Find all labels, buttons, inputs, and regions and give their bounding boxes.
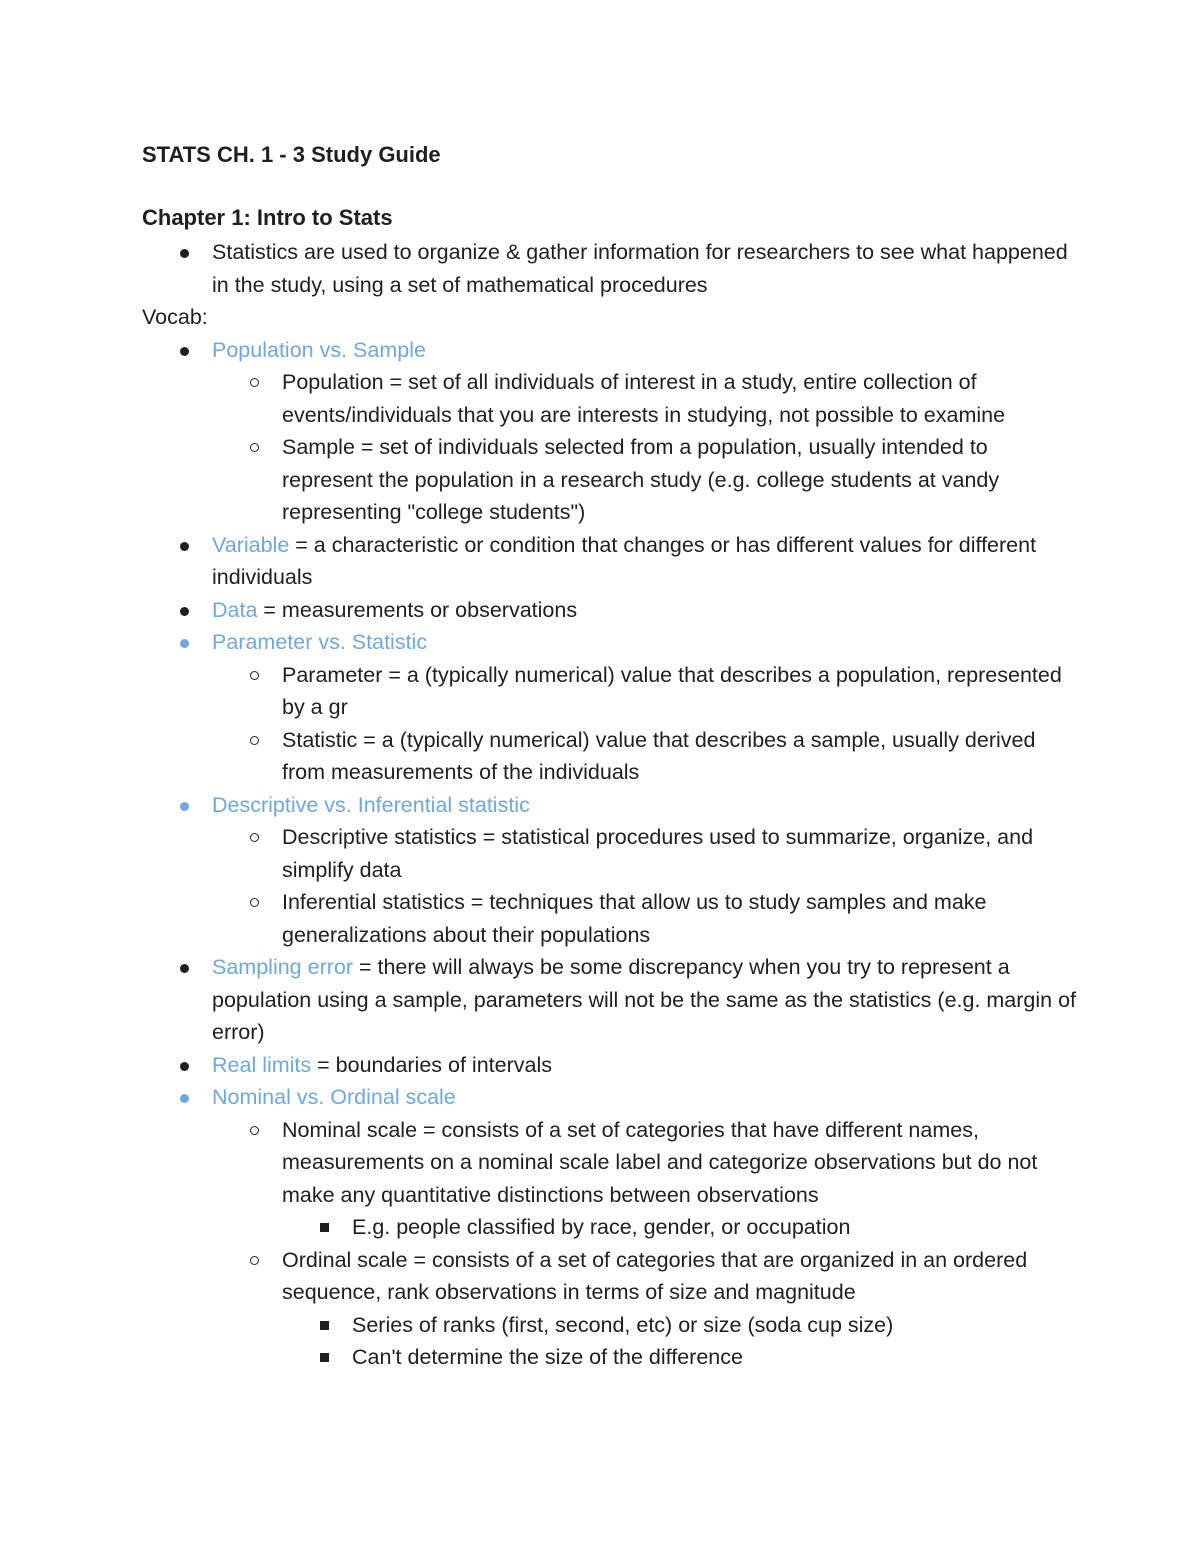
sub-item [212, 1114, 1082, 1244]
vocab-item [142, 529, 1082, 594]
intro-list [142, 236, 1082, 301]
chapter-heading: Chapter 1: Intro to Stats [142, 205, 393, 230]
sub-list [212, 659, 1082, 789]
vocab-term: Parameter vs. Statistic [212, 630, 428, 654]
vocab-definition: = a characteristic or condition that changes or has different values for different individuals [212, 532, 1037, 589]
sub-item [212, 659, 1082, 724]
sub-sub-item [282, 1341, 1082, 1374]
vocab-item [142, 594, 1082, 627]
vocab-label: Vocab: [142, 305, 208, 329]
sub-sub-item [282, 1309, 1082, 1342]
sub-text: Statistic = a (typically numerical) value that describes a sample, usually derived from measurements of the individuals [282, 727, 1036, 784]
sub-list [212, 1114, 1082, 1374]
sub-text: Ordinal scale = consists of a set of categories that are organized in an ordered sequence, rank observations in terms of size and magnitude [282, 1247, 1028, 1304]
sub-sub-item [282, 1211, 1082, 1244]
sub-text: Sample = set of individuals selected from a population, usually intended to represent the population in a research study (e.g. college students at vandy representing "college students") [282, 435, 1000, 524]
vocab-item [142, 334, 1082, 529]
intro-text: Statistics are used to organize & gather information for researchers to see what happened in the study, using a set of mathematical procedures [212, 240, 1068, 297]
sub-item [212, 724, 1082, 789]
vocab-item [142, 951, 1082, 1049]
sub-text: Population = set of all individuals of interest in a study, entire collection of events/individuals that you are interests in studying, not possible to examine [282, 370, 1006, 427]
vocab-term: Descriptive vs. Inferential statistic [212, 792, 530, 817]
vocab-item [142, 1049, 1082, 1082]
sub-sub-list [282, 1211, 1082, 1244]
list-item [142, 236, 1082, 301]
sub-text: Descriptive statistics = statistical procedures used to summarize, organize, and simplify data [282, 825, 1034, 882]
vocab-definition: = there will always be some discrepancy when you try to represent a population using a sample, parameters will not be the same as the statistics (e.g. margin of error) [212, 955, 1077, 1044]
sub-sub-text: Can't determine the size of the difference [352, 1345, 743, 1369]
sub-item [212, 366, 1082, 431]
sub-sub-list [282, 1309, 1082, 1374]
sub-item [212, 431, 1082, 529]
vocab-definition: = boundaries of intervals [311, 1052, 552, 1077]
vocab-term: Data [212, 597, 258, 622]
chapter-content [142, 236, 1082, 1374]
sub-sub-text: Series of ranks (first, second, etc) or size (soda cup size) [352, 1312, 894, 1337]
vocab-list [142, 334, 1082, 1374]
sub-sub-text: E.g. people classified by race, gender, or occupation [352, 1215, 851, 1239]
sub-list [212, 821, 1082, 951]
sub-item [212, 886, 1082, 951]
vocab-definition: = measurements or observations [257, 597, 578, 622]
sub-text: Inferential statistics = techniques that allow us to study samples and make generalizations about their populations [282, 890, 987, 947]
document-title: STATS CH. 1 - 3 Study Guide [142, 142, 441, 167]
vocab-term: Real limits [212, 1052, 312, 1077]
sub-item [212, 821, 1082, 886]
vocab-term: Sampling error [212, 955, 353, 979]
sub-item [212, 1244, 1082, 1374]
vocab-term: Variable [212, 532, 290, 557]
sub-text: Parameter = a (typically numerical) value that describes a population, represented by a gr [282, 662, 1062, 719]
vocab-item [142, 626, 1082, 789]
vocab-item [142, 789, 1082, 952]
vocab-term: Nominal vs. Ordinal scale [212, 1085, 456, 1109]
sub-list [212, 366, 1082, 529]
vocab-term: Population vs. Sample [212, 337, 426, 362]
sub-text: Nominal scale = consists of a set of categories that have different names, measurements on a nominal scale label and categorize observations but do not make any quantitative distinctions between observations [282, 1117, 1038, 1207]
vocab-item [142, 1081, 1082, 1374]
